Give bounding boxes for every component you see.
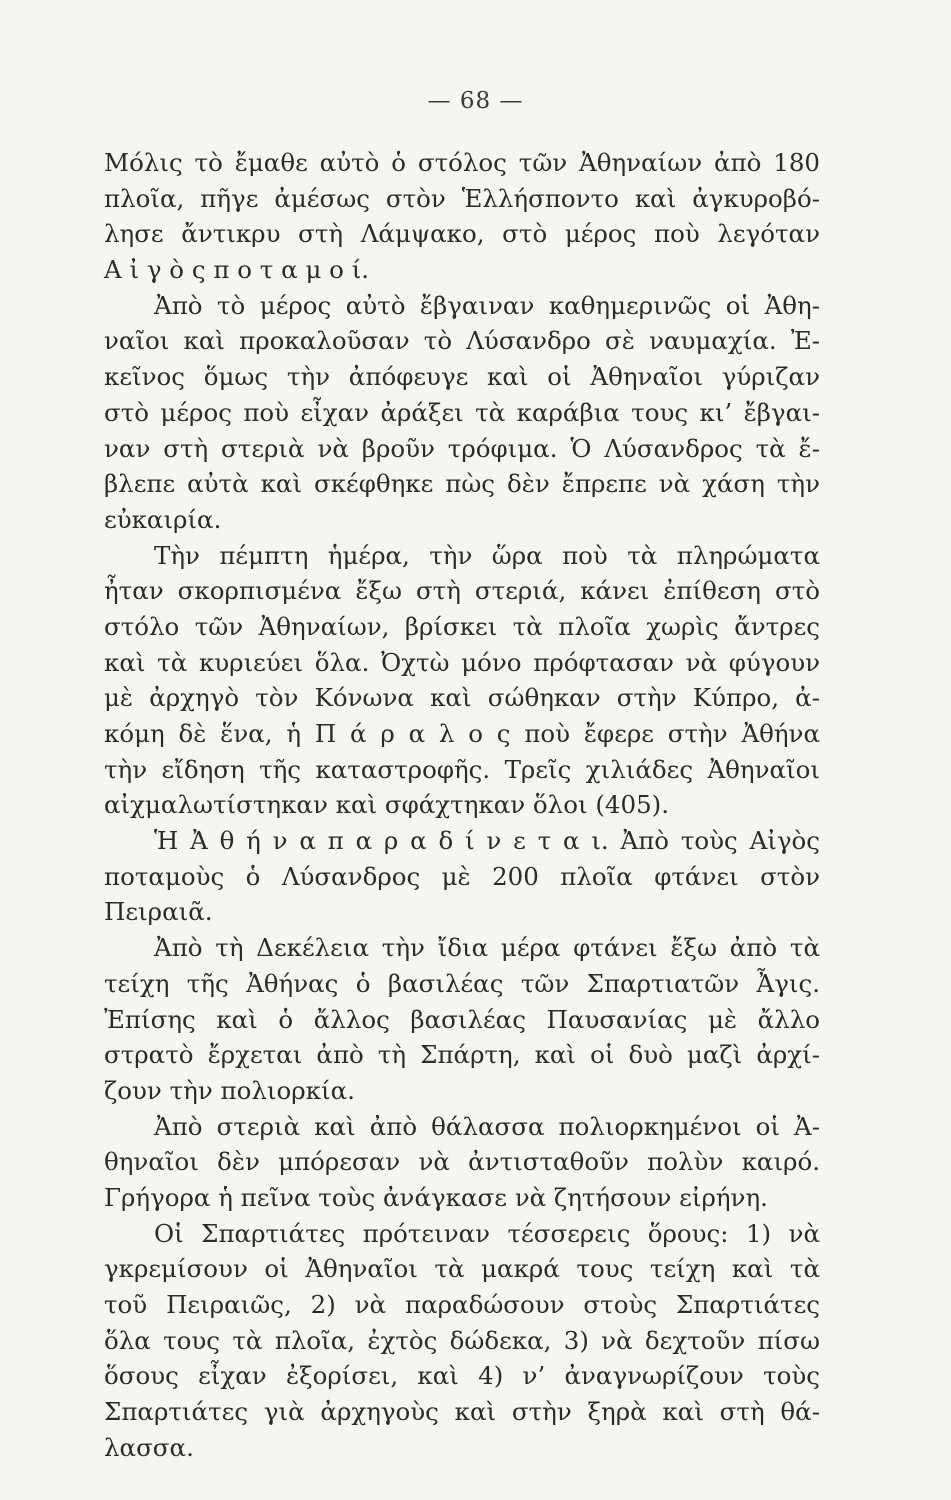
text-line: πλοῖα, πῆγε ἀμέσως στὸν Ἑλλήσποντο καὶ ἀγκυροβό-	[104, 183, 820, 213]
text-line: ναν στὴ στεριὰ νὰ βροῦν τρόφιμα. Ὁ Λύσανδρος τὰ ἔ-	[104, 433, 820, 463]
text-line: καὶ τὰ κυριεύει ὅλα. Ὀχτὼ μόνο πρόφτασαν νὰ φύγουν	[104, 647, 820, 677]
page-number: — 68 —	[427, 88, 524, 114]
text-line: θηναῖοι δὲν μπόρεσαν νὰ ἀντισταθοῦν πολὺν καιρό.	[104, 1147, 820, 1177]
text-line: ἦταν σκορπισμένα ἔξω στὴ στεριά, κάνει ἐπίθεση στὸ	[104, 576, 820, 606]
text-line: Ἐπίσης καὶ ὁ ἄλλος βασιλέας Παυσανίας μὲ ἄλλο	[104, 1004, 820, 1034]
text-line: γκρεμίσουν οἱ Ἀθηναῖοι τὰ μακρά τους τείχη καὶ τὰ	[104, 1254, 820, 1284]
text-line: τείχη τῆς Ἀθήνας ὁ βασιλέας τῶν Σπαρτιατῶν Ἆγις.	[104, 968, 820, 998]
body-text	[104, 145, 820, 1465]
text-line: εὐκαιρία.	[104, 504, 222, 534]
text-line: ὅσους εἶχαν ἐξορίσει, καὶ 4) ν’ ἀναγνωρίζουν τοὺς	[104, 1361, 820, 1391]
text-line: Ἀπὸ τὸ μέρος αὐτὸ ἔβγαιναν καθημερινῶς οἱ Ἀθη-	[154, 290, 820, 320]
text-line: λασσα.	[104, 1432, 194, 1462]
text-line: Σπαρτιάτες γιὰ ἀρχηγοὺς καὶ στὴν ξηρὰ καὶ στὴ θά-	[104, 1397, 820, 1427]
text-line: μὲ ἀρχηγὸ τὸν Κόνωνα καὶ σώθηκαν στὴν Κύπρο, ἀ-	[104, 683, 820, 713]
text-line: ναῖοι καὶ προκαλοῦσαν τὸ Λύσανδρο σὲ ναυμαχία. Ἐ-	[104, 326, 820, 356]
text-line: ζουν τὴν πολιορκία.	[104, 1075, 355, 1105]
text-line: τὴν εἴδηση τῆς καταστροφῆς. Τρεῖς χιλιάδες Ἀθηναῖοι	[104, 754, 820, 784]
text-line: κόμη δὲ ἕνα, ἡ Π ά ρ α λ ο ς ποὺ ἔφερε στὴν Ἀθήνα	[104, 719, 820, 748]
text-line: Πειραιᾶ.	[104, 897, 213, 927]
text-line: ὅλα τους τὰ πλοῖα, ἐχτὸς δώδεκα, 3) νὰ δεχτοῦν πίσω	[104, 1325, 820, 1355]
text-line: Ἀπὸ τὴ Δεκέλεια τὴν ἴδια μέρα φτάνει ἔξω ἀπὸ τὰ	[154, 933, 820, 963]
text-line: Ἡ Ἀ θ ή ν α π α ρ α δ ί ν ε τ α ι. Ἀπὸ τοὺς Αἰγὸς	[154, 826, 820, 856]
text-line: στόλο τῶν Ἀθηναίων, βρίσκει τὰ πλοῖα χωρὶς ἄντρες	[104, 611, 820, 641]
text-line: κεῖνος ὅμως τὴν ἀπόφευγε καὶ οἱ Ἀθηναῖοι γύριζαν	[104, 362, 820, 392]
text-line: στὸ μέρος ποὺ εἶχαν ἀράξει τὰ καράβια τους κι’ ἔβγαι-	[104, 397, 820, 427]
text-line: Οἱ Σπαρτιάτες πρότειναν τέσσερεις ὅρους: 1) νὰ	[154, 1218, 820, 1248]
text-line: τοῦ Πειραιῶς, 2) νὰ παραδώσουν στοὺς Σπαρτιάτες	[104, 1290, 820, 1319]
text-line: βλεπε αὐτὰ καὶ σκέφθηκε πὼς δὲν ἔπρεπε νὰ χάση τὴν	[104, 469, 820, 499]
text-line: Ἀπὸ στεριὰ καὶ ἀπὸ θάλασσα πολιορκημένοι οἱ Ἀ-	[154, 1111, 820, 1141]
text-line: λησε ἄντικρυ στὴ Λάμψακο, στὸ μέρος ποὺ λεγόταν	[104, 219, 820, 249]
text-line: Τὴν πέμπτη ἡμέρα, τὴν ὥρα ποὺ τὰ πληρώματα	[154, 540, 820, 570]
text-line: Μόλις τὸ ἔμαθε αὐτὸ ὁ στόλος τῶν Ἀθηναίων ἀπὸ 180	[104, 148, 820, 177]
text-line: ποταμοὺς ὁ Λύσανδρος μὲ 200 πλοῖα φτάνει στὸν	[104, 861, 820, 891]
text-line: Γρήγορα ἡ πεῖνα τοὺς ἀνάγκασε νὰ ζητήσουν εἰρήνη.	[104, 1182, 768, 1212]
text-line: αἰχμαλωτίστηκαν καὶ σφάχτηκαν ὅλοι (405).	[104, 790, 670, 820]
text-line: στρατὸ ἔρχεται ἀπὸ τὴ Σπάρτη, καὶ οἱ δυὸ μαζὶ ἀρχί-	[104, 1040, 820, 1070]
text-line: Α ἰ γ ὸ ς π ο τ α μ ο ί.	[104, 255, 370, 285]
